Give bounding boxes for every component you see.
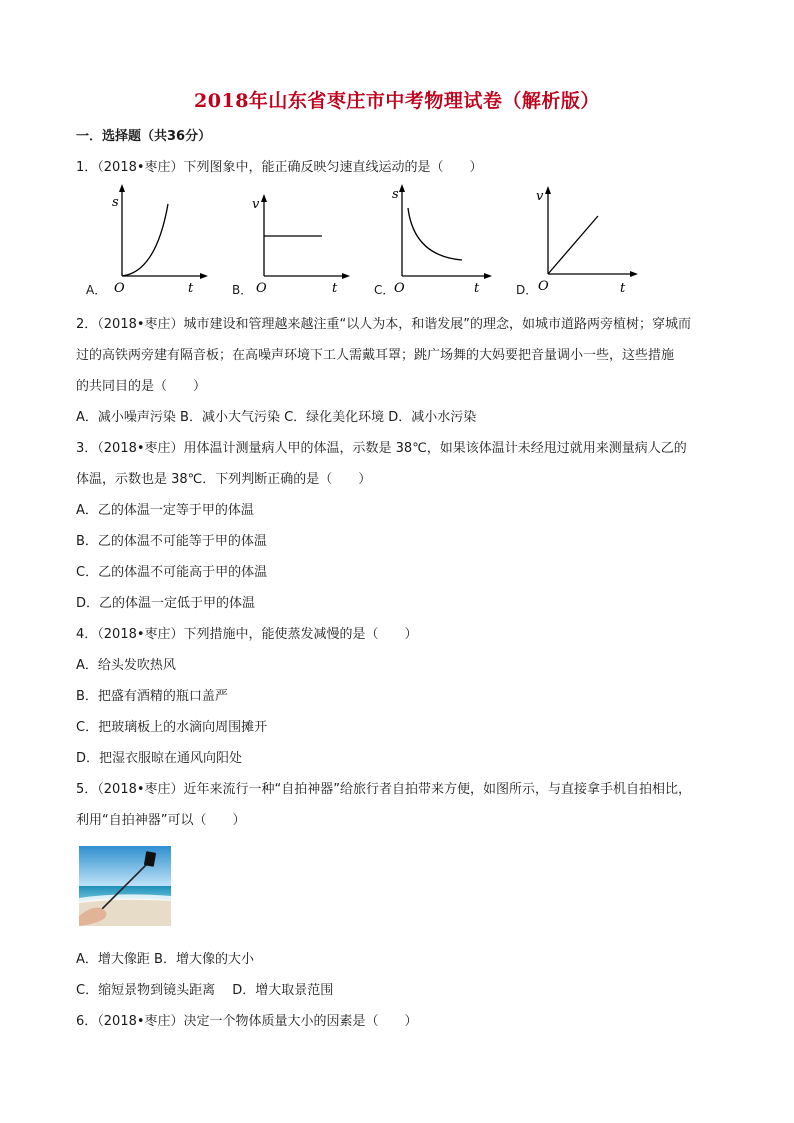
graph-a-origin: O <box>114 281 125 296</box>
q3-option-d: D．乙的体温一定低于甲的体温 <box>76 596 256 611</box>
graph-b-x-arrow <box>342 273 350 279</box>
graph-b <box>222 180 372 300</box>
graph-a-y-label: s <box>112 195 119 210</box>
graph-c-letter: C． <box>374 283 395 297</box>
q3-option-a: A．乙的体温一定等于甲的体温 <box>76 503 254 518</box>
graph-a-x-arrow <box>200 273 208 279</box>
q4-option-b: B．把盛有酒精的瓶口盖严 <box>76 689 228 704</box>
doc-title: 2018年山东省枣庄市中考物理试卷（解析版） <box>194 90 600 112</box>
q5-stem-line-1: 5．（2018•枣庄）近年来流行一种“自拍神器”给旅行者自拍带来方便，如图所示，与直接拿手机自拍相比， <box>76 782 691 797</box>
graph-b-x-label: t <box>332 281 338 296</box>
q5-options-line-2: C．缩短景物到镜头距离 D．增大取景范围 <box>76 983 334 998</box>
q2-stem-line-1: 2．（2018•枣庄）城市建设和管理越来越注重“以人为本，和谐发展”的理念，如城市道路两旁植树；穿城而 <box>76 317 691 332</box>
q3-option-b: B．乙的体温不可能等于甲的体温 <box>76 534 267 549</box>
q5-stem-line-2: 利用“自拍神器”可以（ ） <box>76 813 246 828</box>
graph-d-origin: O <box>538 279 549 294</box>
q4-option-d: D．把湿衣服晾在通风向阳处 <box>76 751 243 766</box>
graph-a-y-arrow <box>119 184 125 192</box>
graph-b-letter: B． <box>232 283 253 297</box>
graph-c <box>364 180 514 300</box>
q1-stem: 1．（2018•枣庄）下列图象中，能正确反映匀速直线运动的是（ ） <box>76 160 483 175</box>
selfie-stick-photo <box>79 846 171 926</box>
q4-stem: 4．（2018•枣庄）下列措施中，能使蒸发减慢的是（ ） <box>76 627 418 642</box>
graph-a-x-label: t <box>188 281 194 296</box>
graph-a <box>76 180 226 300</box>
graph-c-x-label: t <box>474 281 480 296</box>
q3-stem-line-1: 3．（2018•枣庄）用体温计测量病人甲的体温，示数是 38℃，如果该体温计未经甩过就用来测量病人乙的 <box>76 441 687 456</box>
graph-c-y-label: s <box>392 187 399 202</box>
graph-d-x-label: t <box>620 281 626 296</box>
graph-b-y-label: v <box>252 197 260 212</box>
graph-d <box>506 180 656 300</box>
graph-d-curve <box>548 216 598 274</box>
q2-stem-line-2: 过的高铁两旁建有隔音板；在高噪声环境下工人需戴耳罩；跳广场舞的大妈要把音量调小一些，这些措施 <box>76 348 675 363</box>
graph-b-origin: O <box>256 281 267 296</box>
q3-option-c: C．乙的体温不可能高于甲的体温 <box>76 565 268 580</box>
q6-stem: 6．（2018•枣庄）决定一个物体质量大小的因素是（ ） <box>76 1014 418 1029</box>
q4-option-c: C．把玻璃板上的水滴向周围摊开 <box>76 720 268 735</box>
graph-c-y-arrow <box>399 184 405 192</box>
graph-d-letter: D． <box>516 283 538 297</box>
sky <box>79 846 171 886</box>
graph-c-curve <box>408 208 462 260</box>
q2-stem-line-3: 的共同目的是（ ） <box>76 379 207 394</box>
graph-d-y-arrow <box>545 186 551 194</box>
selfie-stick-illustration <box>79 846 171 926</box>
graph-a-curve <box>122 204 168 276</box>
q3-stem-line-2: 体温，示数也是 38℃．下列判断正确的是（ ） <box>76 472 372 487</box>
q2-options: A．减小噪声污染 B．减小大气污染 C．绿化美化环境 D．减小水污染 <box>76 410 477 425</box>
graph-a-letter: A． <box>86 283 107 297</box>
section-heading: 一．选择题（共36分） <box>76 129 212 144</box>
graph-d-x-arrow <box>630 271 638 277</box>
graph-d-y-label: v <box>536 189 544 204</box>
graph-c-x-arrow <box>484 273 492 279</box>
graph-b-y-arrow <box>261 194 267 202</box>
graph-c-origin: O <box>394 281 405 296</box>
q1-graphs <box>76 180 726 300</box>
q4-option-a: A．给头发吹热风 <box>76 658 176 673</box>
q5-options-line-1: A．增大像距 B．增大像的大小 <box>76 952 254 967</box>
